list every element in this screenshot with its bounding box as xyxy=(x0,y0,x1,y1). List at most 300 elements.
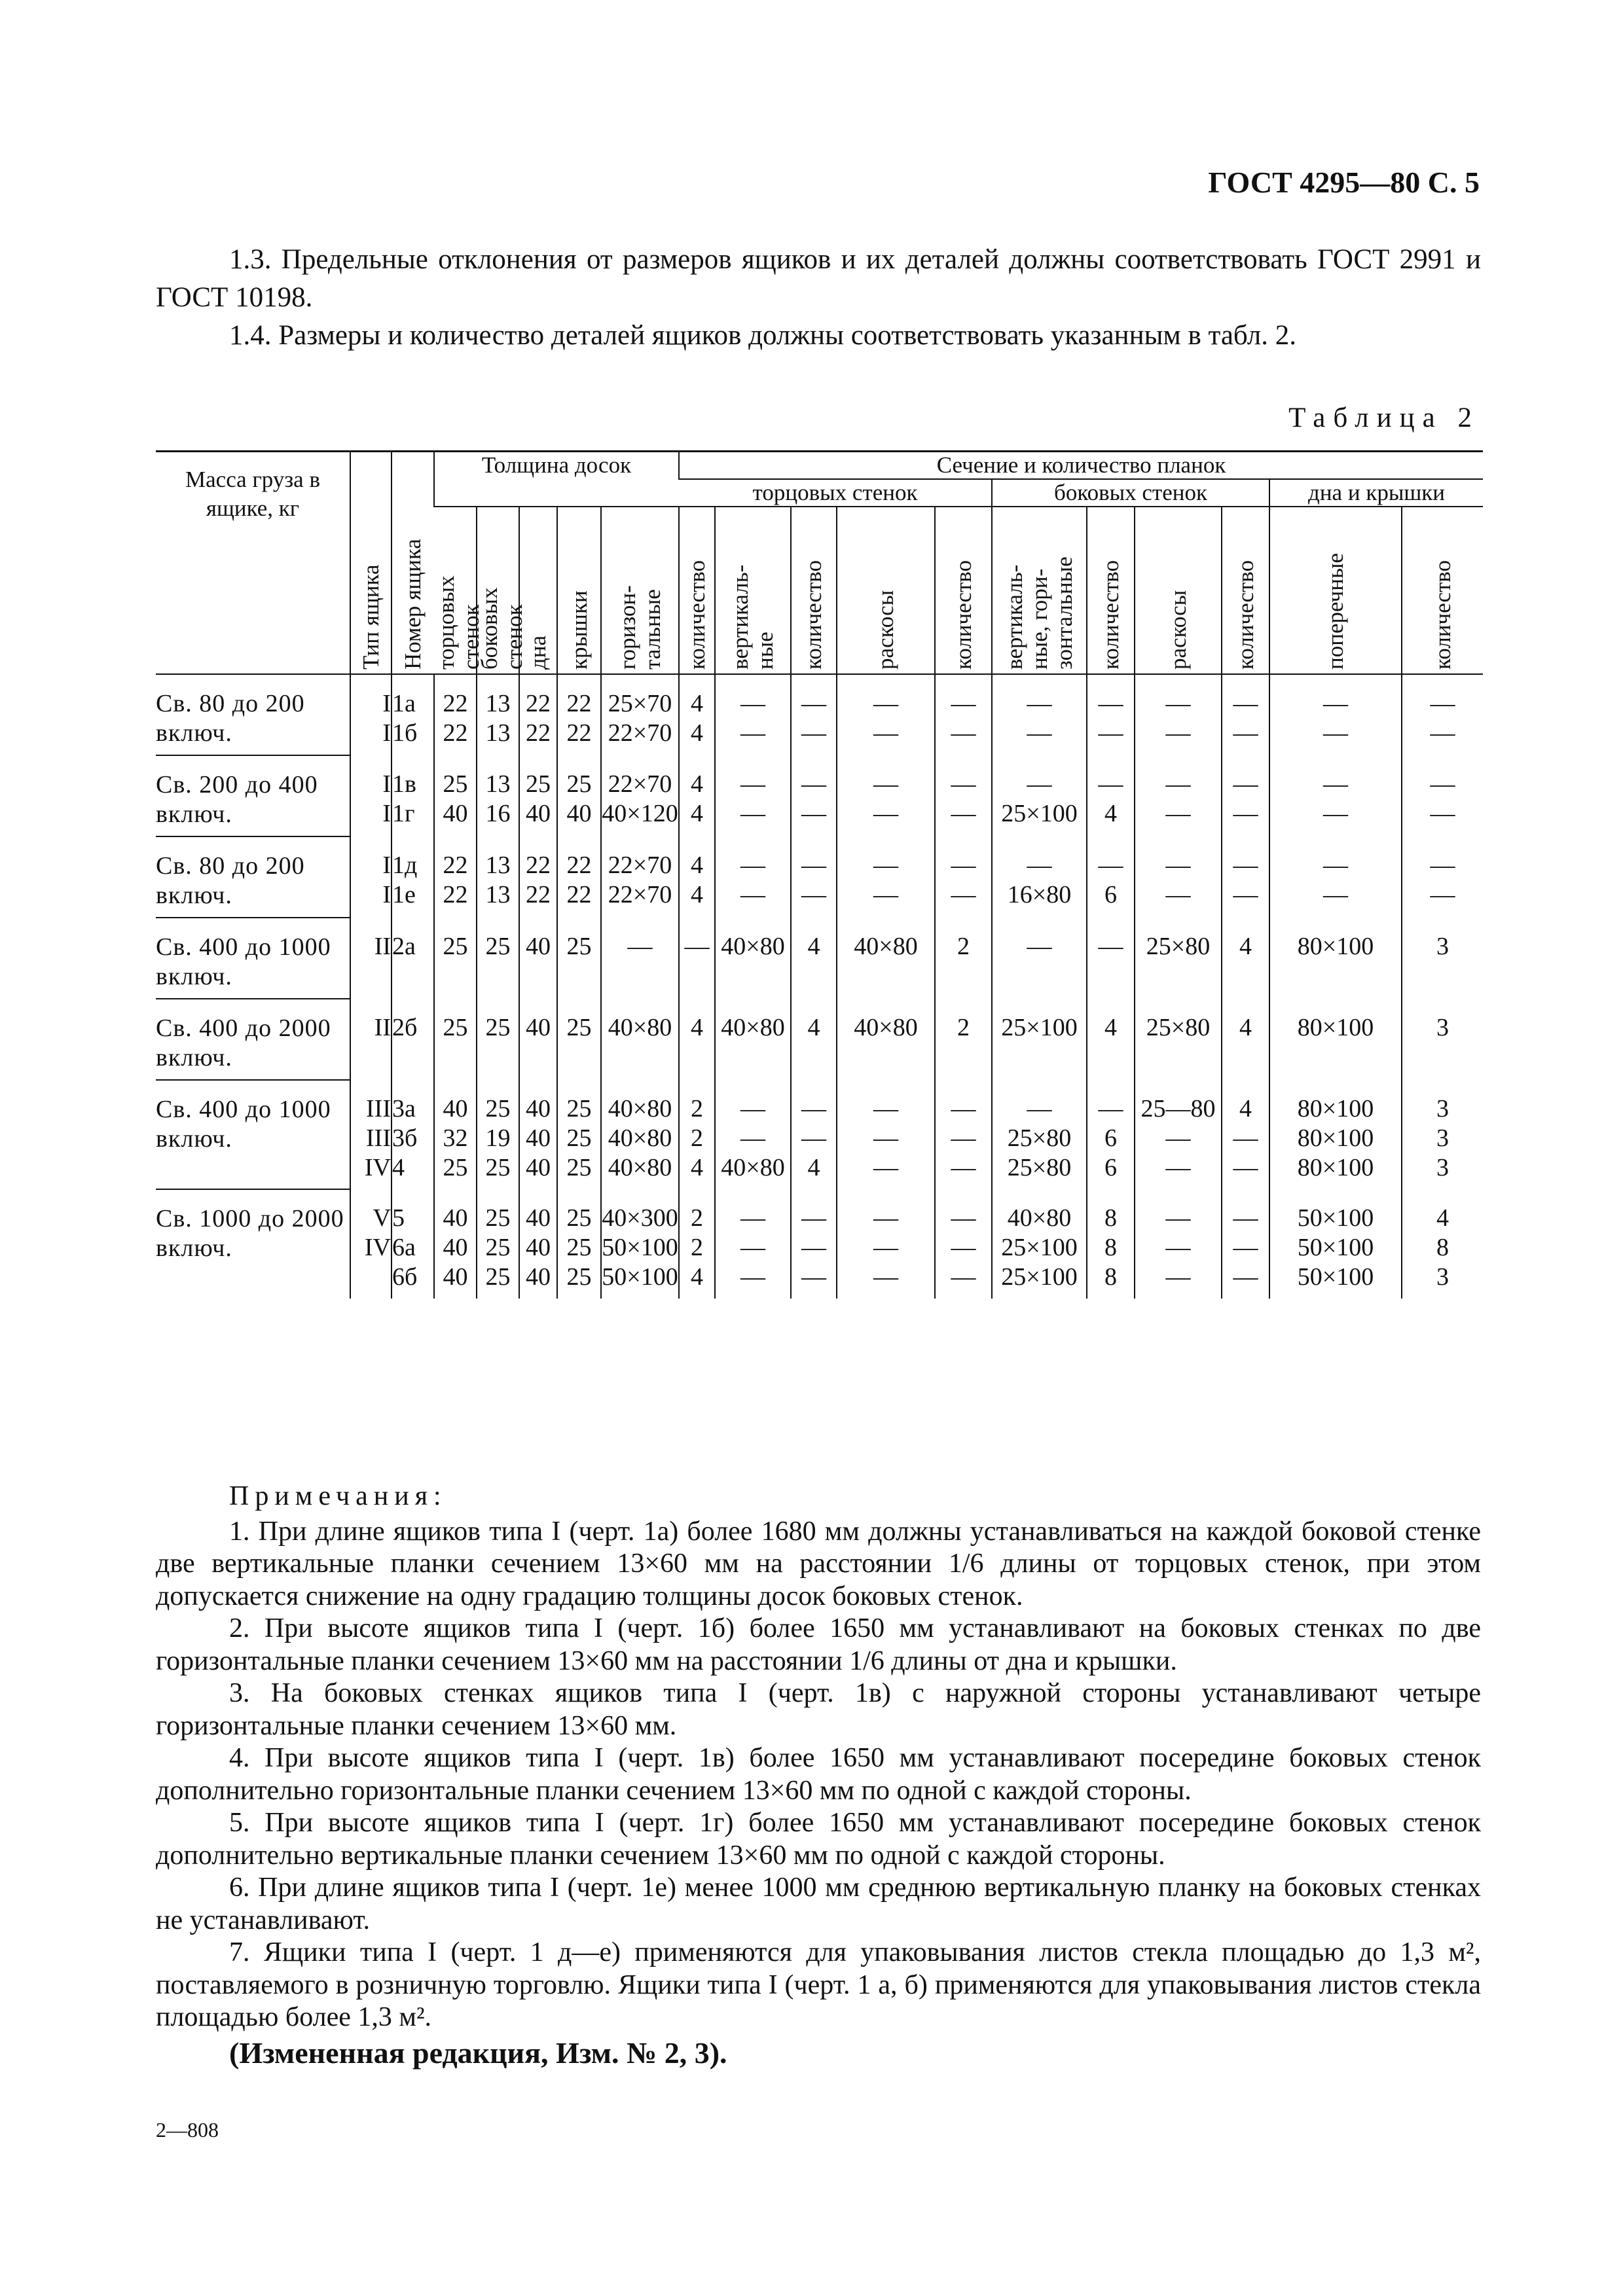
table-cell xyxy=(1269,755,1402,836)
cell-value: 16×80 xyxy=(1007,881,1072,908)
cell-value: — xyxy=(873,1124,899,1152)
table-cell xyxy=(715,755,791,836)
cell-value: — xyxy=(951,1234,976,1261)
cell-value: — xyxy=(1098,719,1123,747)
table-cell xyxy=(1135,674,1222,755)
cell-value: 22 xyxy=(566,690,592,717)
cell-value: 40 xyxy=(526,1234,551,1261)
cell-value: 25 xyxy=(566,1234,592,1261)
cell-value: 4 xyxy=(691,852,704,879)
cell-value: 50×100 xyxy=(1297,1263,1374,1291)
cell-value: — xyxy=(1027,933,1052,960)
cell-value: — xyxy=(1027,719,1052,747)
cell-value: — xyxy=(1430,852,1455,879)
cell-value: 4 xyxy=(1239,1014,1252,1041)
cell-value: — xyxy=(1165,800,1191,827)
header-vertical: вертикаль- ные xyxy=(715,507,791,674)
table-cell xyxy=(1402,755,1483,836)
cell-value: — xyxy=(951,881,976,908)
cell-value: 80×100 xyxy=(1297,1154,1374,1181)
table-row xyxy=(156,918,1483,999)
cell-value: — xyxy=(873,690,899,717)
table-cell xyxy=(791,1080,837,1189)
table-cell xyxy=(715,999,791,1080)
table-cell xyxy=(1222,1189,1269,1299)
paragraph-1-4: 1.4. Размеры и количество деталей ящиков должны соответствовать указанным в табл. 2. xyxy=(229,320,1296,351)
cell-value: 40 xyxy=(526,933,551,960)
table-cell xyxy=(1087,1189,1135,1299)
cell-value: — xyxy=(873,1154,899,1181)
table-cell xyxy=(837,755,935,836)
cell-value: III xyxy=(366,1095,391,1122)
cell-value: 25 xyxy=(566,1154,592,1181)
mass-cell: Св. 80 до 200 включ. xyxy=(156,690,305,747)
cell-value: 25×80 xyxy=(1146,1014,1211,1041)
table-cell xyxy=(434,755,477,836)
cell-value: 50×100 xyxy=(602,1234,678,1261)
cell-value: — xyxy=(740,1095,766,1122)
cell-value: 4 xyxy=(691,800,704,827)
cell-value: 4 xyxy=(807,933,820,960)
table-cell xyxy=(1402,1080,1483,1189)
cell-value: 4 xyxy=(1104,800,1118,827)
table-cell xyxy=(992,1189,1087,1299)
table-cell xyxy=(1087,674,1135,755)
table-cell xyxy=(1402,999,1483,1080)
table-cell xyxy=(1222,674,1269,755)
cell-value: 22×70 xyxy=(608,770,672,798)
cell-value: 32 xyxy=(443,1124,468,1152)
cell-value: 40 xyxy=(526,1095,551,1122)
note-4: 4. При высоте ящиков типа I (черт. 1в) более 1650 мм устанавливают посередине боковых стенок дополнительно горизонтальные планки сечением 13×60 мм по одной с каждой стороны. xyxy=(156,1743,1481,1806)
cell-value: — xyxy=(1430,719,1455,747)
note-3: 3. На боковых стенках ящиков типа I (черт. 1в) с наружной стороны устанавливают четыре горизонтальные планки сечением 13×60 мм. xyxy=(156,1678,1481,1741)
table-cell xyxy=(557,755,601,836)
table-cell xyxy=(1269,1080,1402,1189)
cell-value: — xyxy=(740,1263,766,1291)
header-number: Номер ящика xyxy=(392,452,434,675)
cell-value: — xyxy=(1165,1154,1191,1181)
cell-value: 6а xyxy=(392,1234,416,1261)
cell-value: 25×80 xyxy=(1007,1124,1072,1152)
table-cell xyxy=(679,836,715,918)
cell-value: — xyxy=(740,881,766,908)
table-cell xyxy=(477,999,519,1080)
header-bottom-lid: дна и крышки xyxy=(1269,479,1483,507)
cell-value: 3 xyxy=(1436,1014,1450,1041)
cell-value: IV xyxy=(364,1234,391,1261)
cell-value: 2 xyxy=(691,1204,704,1232)
cell-value: — xyxy=(801,770,827,798)
cell-value: — xyxy=(740,1124,766,1152)
cell-value: 80×100 xyxy=(1297,933,1374,960)
cell-value: — xyxy=(1027,852,1052,879)
cell-value: 25×100 xyxy=(1001,1263,1078,1291)
table-cell xyxy=(715,918,791,999)
cell-value: 40 xyxy=(443,1263,468,1291)
table-cell xyxy=(434,674,477,755)
cell-value: 1в xyxy=(392,770,416,798)
table-cell xyxy=(1222,755,1269,836)
table-cell xyxy=(837,999,935,1080)
cell-value xyxy=(351,1263,391,1292)
cell-value: 40×80 xyxy=(854,1014,918,1041)
cell-value: — xyxy=(1430,800,1455,827)
table-cell xyxy=(601,918,679,999)
table-cell xyxy=(519,1080,557,1189)
cell-value: 40×80 xyxy=(608,1124,672,1152)
cell-value: — xyxy=(873,719,899,747)
cell-value: — xyxy=(1233,1204,1258,1232)
table-body xyxy=(156,674,1483,1299)
cell-value: 25 xyxy=(485,933,511,960)
cell-value: — xyxy=(801,1204,827,1232)
cell-value: 40 xyxy=(566,800,592,827)
cell-value: 4 xyxy=(1239,1095,1252,1122)
table-cell xyxy=(557,674,601,755)
header-vert-horiz: вертикаль- ные, гори- зонтальные xyxy=(992,507,1087,674)
table-cell xyxy=(1135,836,1222,918)
cell-value: — xyxy=(951,800,976,827)
cell-value: 50×100 xyxy=(1297,1234,1374,1261)
table-cell xyxy=(392,1189,434,1299)
cell-value: — xyxy=(1323,800,1349,827)
page-header: ГОСТ 4295—80 С. 5 xyxy=(1208,166,1480,199)
cell-value: 4 xyxy=(392,1154,405,1181)
table-cell xyxy=(392,1080,434,1189)
notes-title: Примечания: xyxy=(229,1481,447,1511)
table-cell xyxy=(1402,836,1483,918)
table-cell xyxy=(519,755,557,836)
cell-value: I xyxy=(382,881,391,908)
cell-value: 4 xyxy=(691,1014,704,1041)
cell-value: — xyxy=(740,1234,766,1261)
cell-value: — xyxy=(951,1124,976,1152)
cell-value: — xyxy=(1323,881,1349,908)
cell-value: 4 xyxy=(691,1263,704,1291)
table-cell xyxy=(1135,755,1222,836)
table-cell xyxy=(601,674,679,755)
header-side-walls: боковых стенок xyxy=(992,479,1269,507)
cell-value: 2б xyxy=(392,1014,418,1041)
cell-value: 40×80 xyxy=(854,933,918,960)
table-cell xyxy=(350,1080,392,1189)
table-cell xyxy=(477,755,519,836)
cell-value: 80×100 xyxy=(1297,1095,1374,1122)
table-cell xyxy=(791,674,837,755)
header-cross: поперечные xyxy=(1269,507,1402,674)
cell-value: 22 xyxy=(526,719,551,747)
cell-value: 8 xyxy=(1104,1204,1118,1232)
table-cell xyxy=(434,918,477,999)
table-cell xyxy=(1087,918,1135,999)
cell-value: 16 xyxy=(485,800,511,827)
mass-cell: Св. 400 до 1000 включ. xyxy=(156,918,350,999)
table-cell xyxy=(837,1189,935,1299)
cell-value: 22 xyxy=(566,881,592,908)
table-cell xyxy=(434,999,477,1080)
table-cell xyxy=(992,674,1087,755)
table-cell xyxy=(935,1080,992,1189)
cell-value: 1е xyxy=(392,881,416,908)
cell-value: 40 xyxy=(443,1204,468,1232)
cell-value: 25 xyxy=(526,770,551,798)
cell-value: — xyxy=(1233,690,1258,717)
table-cell xyxy=(935,999,992,1080)
cell-value: III xyxy=(366,1124,391,1152)
cell-value: — xyxy=(951,770,976,798)
cell-value: 13 xyxy=(485,770,511,798)
cell-value: 2а xyxy=(392,933,416,960)
cell-value: — xyxy=(873,1095,899,1122)
cell-value: 40×80 xyxy=(721,1014,785,1041)
table-cell xyxy=(992,755,1087,836)
cell-value: 25 xyxy=(485,1154,511,1181)
table-cell xyxy=(477,1189,519,1299)
header-thick-horiz: горизон- тальные xyxy=(601,507,679,674)
cell-value: 8 xyxy=(1436,1234,1450,1261)
cell-value: 40 xyxy=(526,1204,551,1232)
cell-value: — xyxy=(873,1234,899,1261)
header-braces-1: раскосы xyxy=(837,507,935,674)
paragraph-1-3: 1.3. Предельные отклонения от размеров ящиков и их деталей должны соответствовать ГОСТ 2991 и ГОСТ 10198. xyxy=(156,244,1481,313)
cell-value: — xyxy=(740,770,766,798)
cell-value: II xyxy=(374,933,391,960)
cell-value: 4 xyxy=(691,1154,704,1181)
header-thick-lid: крышки xyxy=(557,507,601,674)
cell-value: 2 xyxy=(691,1095,704,1122)
cell-value: — xyxy=(1165,852,1191,879)
cell-value: 40 xyxy=(526,1154,551,1181)
table-row xyxy=(156,1189,1483,1299)
header-qty-5: количество xyxy=(1222,507,1269,674)
table-cell xyxy=(1222,999,1269,1080)
cell-value: 3б xyxy=(392,1124,418,1152)
table-cell xyxy=(1087,1080,1135,1189)
cell-value: — xyxy=(801,800,827,827)
table-cell xyxy=(1135,1080,1222,1189)
table-cell xyxy=(935,674,992,755)
table-cell xyxy=(519,836,557,918)
cell-value: 25 xyxy=(443,1014,468,1041)
table-cell xyxy=(477,836,519,918)
note-2: 2. При высоте ящиков типа I (черт. 1б) более 1650 мм устанавливают на боковых стенках по две горизонтальные планки сечением 13×60 мм на расстоянии 1/6 длины от дна и крышки. xyxy=(156,1613,1481,1676)
cell-value: — xyxy=(873,770,899,798)
cell-value: 8 xyxy=(1104,1263,1118,1291)
cell-value: 40 xyxy=(526,1263,551,1291)
cell-value: 13 xyxy=(485,881,511,908)
header-thick-end: торцовых стенок xyxy=(434,507,477,674)
cell-value: 25 xyxy=(443,933,468,960)
cell-value: 19 xyxy=(485,1124,511,1152)
table-cell xyxy=(1135,999,1222,1080)
cell-value: — xyxy=(1233,770,1258,798)
cell-value: 4 xyxy=(691,881,704,908)
cell-value: V xyxy=(373,1204,391,1232)
table-cell xyxy=(392,755,434,836)
cell-value: — xyxy=(801,881,827,908)
cell-value: — xyxy=(801,690,827,717)
table-cell xyxy=(434,1080,477,1189)
cell-value: 6 xyxy=(1104,1154,1118,1181)
table-cell xyxy=(1269,836,1402,918)
mass-cell: Св. 80 до 200 включ. xyxy=(156,836,350,918)
cell-value: — xyxy=(1233,1124,1258,1152)
cell-value: 22×70 xyxy=(608,852,672,879)
cell-value: — xyxy=(951,1154,976,1181)
cell-value: 3 xyxy=(1436,1154,1450,1181)
mass-cell: Св. 400 до 1000 включ. xyxy=(156,1080,350,1189)
cell-value: 3 xyxy=(1436,1263,1450,1291)
cell-value: — xyxy=(1098,852,1123,879)
cell-value: 25×80 xyxy=(1146,933,1211,960)
cell-value: 3а xyxy=(392,1095,416,1122)
table-cell xyxy=(837,1080,935,1189)
table-cell xyxy=(601,999,679,1080)
parts-table xyxy=(156,450,1483,1299)
table-cell xyxy=(679,999,715,1080)
table-cell xyxy=(519,1189,557,1299)
table-cell xyxy=(557,999,601,1080)
cell-value: 40×80 xyxy=(721,1154,785,1181)
table-cell xyxy=(1087,999,1135,1080)
cell-value: 25 xyxy=(566,1204,592,1232)
cell-value: — xyxy=(1165,719,1191,747)
cell-value: — xyxy=(951,852,976,879)
table-cell xyxy=(679,674,715,755)
cell-value: 40×80 xyxy=(608,1154,672,1181)
table-cell xyxy=(837,918,935,999)
cell-value: 4 xyxy=(691,690,704,717)
amendment-note: (Измененная редакция, Изм. № 2, 3). xyxy=(229,2036,727,2070)
table-cell xyxy=(557,918,601,999)
cell-value: — xyxy=(1098,1095,1123,1122)
cell-value: — xyxy=(1027,1095,1052,1122)
cell-value: — xyxy=(951,1204,976,1232)
cell-value: — xyxy=(1098,933,1123,960)
header-end-walls: торцовых стенок xyxy=(679,479,992,507)
table-cell xyxy=(679,755,715,836)
table-cell xyxy=(1269,1189,1402,1299)
cell-value: — xyxy=(1165,1263,1191,1291)
header-thick-bottom: дна xyxy=(519,507,557,674)
cell-value: 13 xyxy=(485,690,511,717)
table-cell xyxy=(715,1080,791,1189)
cell-value: — xyxy=(740,852,766,879)
cell-value: — xyxy=(1165,881,1191,908)
table-cell xyxy=(715,1189,791,1299)
cell-value: 80×100 xyxy=(1297,1014,1374,1041)
cell-value: 25—80 xyxy=(1140,1095,1216,1122)
cell-value: 22×70 xyxy=(608,881,672,908)
cell-value: — xyxy=(1165,770,1191,798)
cell-value: 4 xyxy=(1239,933,1252,960)
cell-value: 4 xyxy=(807,1014,820,1041)
table-cell xyxy=(392,674,434,755)
cell-value: 1г xyxy=(392,800,415,827)
cell-value: 2 xyxy=(691,1124,704,1152)
table-cell xyxy=(519,918,557,999)
table-cell xyxy=(350,674,392,755)
cell-value: 6б xyxy=(392,1263,418,1291)
cell-value: 40 xyxy=(526,1124,551,1152)
cell-value: — xyxy=(1098,690,1123,717)
table-cell xyxy=(434,836,477,918)
header-section: Сечение и количество планок xyxy=(679,452,1483,480)
table-cell xyxy=(601,1080,679,1189)
table-cell xyxy=(992,999,1087,1080)
cell-value: 4 xyxy=(1436,1204,1450,1232)
cell-value: — xyxy=(1323,770,1349,798)
table-cell xyxy=(350,918,392,999)
cell-value: — xyxy=(1233,1154,1258,1181)
cell-value: 40 xyxy=(443,800,468,827)
cell-value: — xyxy=(873,881,899,908)
cell-value: 40×80 xyxy=(721,933,785,960)
cell-value: 80×100 xyxy=(1297,1124,1374,1152)
cell-value: — xyxy=(801,1124,827,1152)
cell-value: 13 xyxy=(485,719,511,747)
cell-value: 25×80 xyxy=(1007,1154,1072,1181)
table-row xyxy=(156,755,1483,836)
table-cell xyxy=(601,1189,679,1299)
cell-value: — xyxy=(1233,852,1258,879)
mass-cell: Св. 1000 до 2000 включ. xyxy=(156,1189,350,1299)
table-cell xyxy=(392,918,434,999)
cell-value: 40×80 xyxy=(608,1014,672,1041)
table-cell xyxy=(477,918,519,999)
header-qty-2: количество xyxy=(791,507,837,674)
cell-value: 25 xyxy=(485,1204,511,1232)
cell-value: — xyxy=(740,719,766,747)
table-cell xyxy=(1269,999,1402,1080)
note-6: 6. При длине ящиков типа I (черт. 1е) менее 1000 мм среднюю вертикальную планку на боковых стенках не устанавливают. xyxy=(156,1873,1481,1935)
cell-value: — xyxy=(1165,1234,1191,1261)
table-row xyxy=(156,999,1483,1080)
cell-value: 40 xyxy=(526,800,551,827)
table-cell xyxy=(350,1189,392,1299)
table-cell xyxy=(350,999,392,1080)
cell-value: — xyxy=(801,719,827,747)
cell-value: — xyxy=(873,1204,899,1232)
cell-value: 50×100 xyxy=(602,1263,678,1291)
cell-value: 25×70 xyxy=(608,690,672,717)
cell-value: 40×120 xyxy=(602,800,678,827)
table-cell xyxy=(1269,918,1402,999)
cell-value: 40×80 xyxy=(1007,1204,1072,1232)
cell-value: — xyxy=(740,690,766,717)
cell-value: 40 xyxy=(443,1234,468,1261)
table-cell xyxy=(935,836,992,918)
cell-value: 1б xyxy=(392,719,418,747)
cell-value: 4 xyxy=(1104,1014,1118,1041)
cell-value: — xyxy=(873,800,899,827)
table-cell xyxy=(350,755,392,836)
cell-value: 40 xyxy=(526,1014,551,1041)
table-cell xyxy=(350,836,392,918)
cell-value: — xyxy=(1027,690,1052,717)
cell-value: 25×100 xyxy=(1001,800,1078,827)
cell-value: I xyxy=(382,690,391,717)
cell-value: 22 xyxy=(443,881,468,908)
table-cell xyxy=(791,755,837,836)
note-1: 1. При длине ящиков типа I (черт. 1а) более 1680 мм должны устанавливаться на каждой боковой стенке две вертикальные планки сечением 13×60 мм на расстоянии 1/6 длины от торцовых стенок, при этом допускается снижение на одну градацию толщины досок боковых стенок. xyxy=(156,1516,1481,1611)
table-cell xyxy=(1222,836,1269,918)
table-cell xyxy=(1402,918,1483,999)
cell-value: 4 xyxy=(691,719,704,747)
table-cell xyxy=(935,918,992,999)
table-cell xyxy=(519,999,557,1080)
